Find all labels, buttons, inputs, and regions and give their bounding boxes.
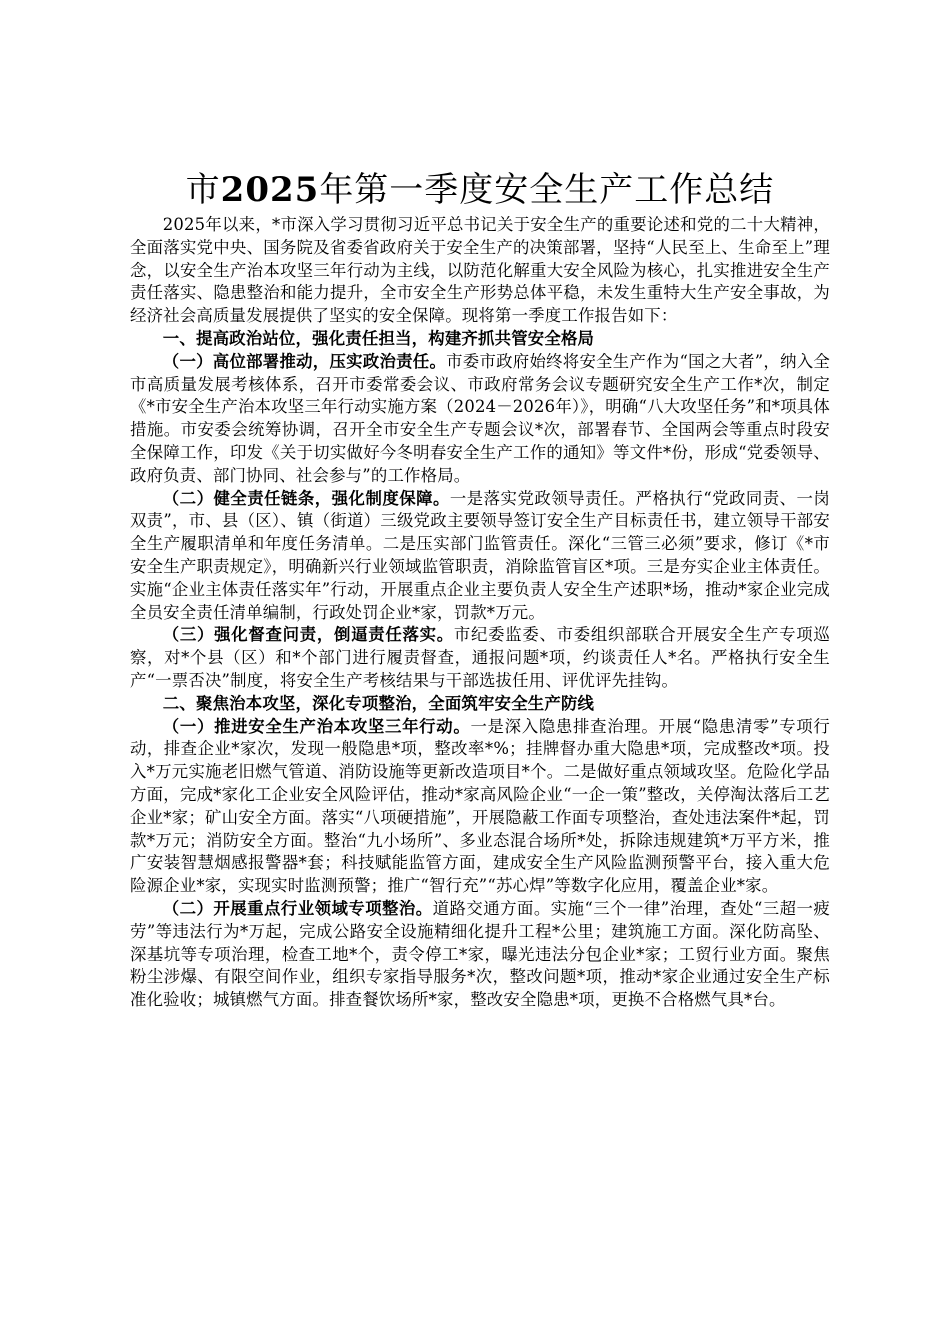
section-2-2-lead: （二）开展重点行业领域专项整治。 — [162, 898, 433, 918]
document-page — [130, 168, 830, 1012]
section-1-paragraph-2 — [130, 488, 830, 625]
intro-paragraph: 2025年以来，*市深入学习贯彻习近平总书记关于安全生产的重要论述和党的二十大精神，全面落实党中央、国务院及省委省政府关于安全生产的决策部署，坚持“人民至上、生命至上”理念，以安全生产治本攻坚三年行动为主线，以防范化解重大安全风险为核心，扎实推进安全生产责任落实、隐患整治和能力提升，全市安全生产形势总体平稳，未发生重特大生产安全事故，为经济社会高质量发展提供了坚实的安全保障。现将第一季度工作报告如下： — [130, 215, 830, 326]
section-2-heading: 二、聚焦治本攻坚，深化专项整治，全面筑牢安全生产防线 — [162, 693, 595, 713]
document-title — [130, 168, 830, 212]
section-1-heading: 一、提高政治站位，强化责任担当，构建齐抓共管安全格局 — [162, 328, 595, 348]
title-suffix: 年第一季度安全生产工作总结 — [319, 170, 775, 210]
section-2-paragraph-2 — [130, 898, 830, 1012]
section-2-1-lead: （一）推进安全生产治本攻坚三年行动。 — [162, 716, 471, 736]
section-2-paragraph-1 — [130, 716, 830, 898]
section-2-2-body: 道路交通方面。实施“三个一律”治理，查处“三超一疲劳”等违法行为*万起，完成公路安全设施精细化提升工程*公里；建筑施工方面。深化防高坠、深基坑等专项治理，检查工地*个，责令停工*家，曝光违法分包企业*家；工贸行业方面。聚焦粉尘涉爆、有限空间作业，组织专家指导服务*次，整改问题*项，推动*家企业通过安全生产标准化验收；城镇燃气方面。排查餐饮场所*家，整改安全隐患*项，更换不合格燃气具*台。 — [130, 898, 830, 1010]
section-1-1-lead: （一）高位部署推动，压实政治责任。 — [162, 351, 447, 371]
title-year: 2025 — [220, 170, 320, 210]
section-1-2-body: 一是落实党政领导责任。严格执行“党政同责、一岗双责”，市、县（区）、镇（街道）三级党政主要领导签订安全生产目标责任书，建立领导干部安全生产履职清单和年度任务清单。二是压实部门监管责任。深化“三管三必须”要求，修订《*市安全生产职责规定》，明确新兴行业领域监管职责，消除监管盲区*项。三是夯实企业主体责任。实施“企业主体责任落实年”行动，开展重点企业主要负责人安全生产述职*场，推动*家企业完成全员安全责任清单编制，行政处罚企业*家，罚款*万元。 — [130, 488, 830, 622]
section-1-1-body: 市委市政府始终将安全生产作为“国之大者”，纳入全市高质量发展考核体系，召开市委常委会议、市政府常务会议专题研究安全生产工作*次，制定《*市安全生产治本攻坚三年行动实施方案（2024－2026年）》，明确“八大攻坚任务”和*项具体措施。市安委会统筹协调，召开全市安全生产专题会议*次，部署春节、全国两会等重点时段安全保障工作，印发《关于切实做好今冬明春安全生产工作的通知》等文件*份，形成“党委领导、政府负责、部门协同、社会参与”的工作格局。 — [130, 351, 831, 485]
section-1-3-body: 市纪委监委、市委组织部联合开展安全生产专项巡察，对*个县（区）和*个部门进行履责督查，通报问题*项，约谈责任人*名。严格执行安全生产“一票否决”制度，将安全生产考核结果与干部选拔任用、评优评先挂钩。 — [130, 625, 830, 690]
section-2-1-body: 一是深入隐患排查治理。开展“隐患清零”专项行动，排查企业*家次，发现一般隐患*项，整改率*%；挂牌督办重大隐患*项，完成整改*项。投入*万元实施老旧燃气管道、消防设施等更新改造项目*个。二是做好重点领域攻坚。危险化学品方面，完成*家化工企业安全风险评估，推动*家高风险企业“一企一策”整改，关停淘汰落后工艺企业*家；矿山安全方面。落实“八项硬措施”，开展隐蔽工作面专项整治，查处违法案件*起，罚款*万元；消防安全方面。整治“九小场所”、多业态混合场所*处，拆除违规建筑*万平方米，推广安装智慧烟感报警器*套；科技赋能监管方面，建成安全生产风险监测预警平台，接入重大危险源企业*家，实现实时监测预警；推广“智行充”“苏心焊”等数字化应用，覆盖企业*家。 — [130, 716, 830, 896]
title-prefix: 市 — [185, 170, 221, 210]
section-1-3-lead: （三）强化督查问责，倒逼责任落实。 — [162, 625, 454, 645]
section-1-paragraph-1 — [130, 351, 830, 488]
section-1-2-lead: （二）健全责任链条，强化制度保障。 — [162, 488, 450, 508]
section-1-paragraph-3 — [130, 624, 830, 692]
